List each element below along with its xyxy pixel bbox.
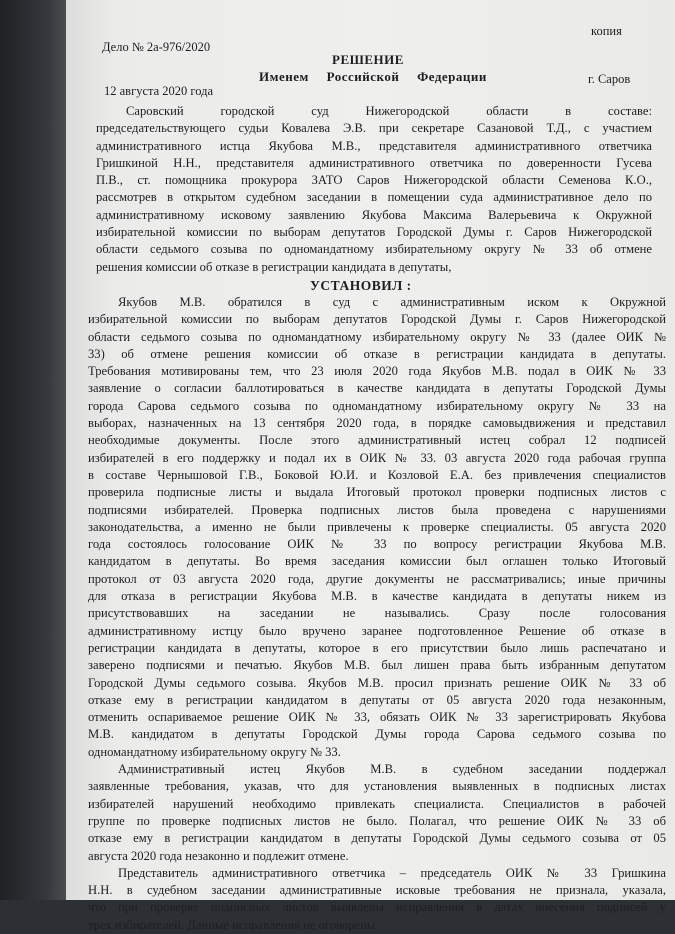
body-line: выборах, назначенных на 13 сентября 2020 года, в порядке самовыдвижения и представил [88, 416, 666, 431]
body-line: трех избирателей. Данные исправления не оговорены [88, 917, 376, 932]
intro-paragraph [96, 103, 652, 276]
body-line: что при проверке подписных листов выявлены исправления в датах внесения подписей у [88, 900, 666, 915]
intro-line: Гришкиной Н.Н., представителя административного ответчика по доверенности Гусева [96, 155, 652, 170]
body-line: одномандатному избирательному округу № 33. [88, 744, 341, 759]
intro-line: П.В., ст. помощника прокурора ЗАТО Саров Нижегородской области Семенова К.О., [96, 173, 652, 188]
body-line: заявленные требования, указав, что для установления выявленных в подписных листах [88, 779, 666, 794]
document-subtitle: Именем Российской Федерации [259, 69, 487, 84]
body-line: области седьмого созыва по одномандатному избирательному округу № 33 (далее ОИК № [88, 329, 666, 344]
body-line: необходимые документы. После этого административный истец собрал 12 подписей [88, 433, 666, 448]
document-page [66, 0, 675, 932]
case-number: Дело № 2а-976/2020 [102, 40, 211, 54]
body-line: административному истцу было вручено заранее подготовленное Решение об отказе в [88, 623, 666, 638]
intro-line: области седьмого созыва по одномандатному избирательному округу № 33 об отмене [96, 242, 652, 257]
body-line: избирательной комиссии по выборам депутатов Городской Думы г. Саров Нижегородской [88, 312, 666, 327]
intro-line: Саровский городской суд Нижегородской области в составе: [126, 104, 652, 118]
body-line: для отказа в регистрации Якубова М.В. в качестве кандидата в депутаты никем из [88, 589, 666, 604]
document-title: РЕШЕНИЕ [332, 52, 404, 67]
intro-line: председательствующего судьи Ковалева Э.В. при секретаре Сазановой Т.Д., с участием [96, 121, 652, 136]
body-line: М.В. кандидатом в депутаты Городской Думы города Сарова седьмого созыва по [88, 727, 666, 742]
body-line: группе по проверке подписных листов не было. Полагал, что решение ОИК № 33 об [88, 813, 666, 828]
intro-line: рассмотрев в открытом судебном заседании в помещении суда административное дело по [96, 190, 652, 205]
body-line: года состоялось голосование ОИК № 33 по вопросу регистрации Якубова М.В. [88, 537, 666, 552]
body-line: протокол от 03 августа 2020 года, другие документы не рассматривались; иные причины [88, 571, 666, 586]
body-line: кандидатом в депутаты. Во время заседания комиссии был оглашен только Итоговый [88, 554, 666, 569]
document-city: г. Саров [588, 72, 631, 86]
intro-line: решения комиссии об отказе в регистрации кандидата в депутаты, [96, 259, 452, 274]
body-line: отменить оспариваемое решение ОИК № 33, обязать ОИК № 33 зарегистрировать Якубова [88, 710, 666, 725]
intro-line: административного истца Якубова М.В., представителя административного ответчика [96, 138, 652, 153]
body-line: присутствовавших на заседании не назывались. Сразу после голосования [88, 606, 666, 621]
body-line: Представитель административного ответчика – председатель ОИК № 33 Гришкина [118, 865, 666, 880]
copy-mark: копия [591, 24, 622, 38]
body-line: проверила подписные листы и выдала Итоговый протокол проверки подписных листов с [88, 485, 666, 500]
body-line: в составе Чернышовой Г.В., Боковой Ю.И. и Козловой Е.А. без привлечения специалистов [88, 467, 666, 482]
body-line: заверено подписями и печатью. Якубов М.В. был лишен права быть избранным депутатом [88, 658, 666, 673]
body-line: избирателей нарушений необходимо привлекать специалиста. Специалистов в рабочей [88, 796, 666, 811]
body-line: Н.Н. в судебном заседании административные исковые требования не признала, указала, [88, 883, 666, 898]
body-line: избирателей в его поддержку и подал их в ОИК № 33. 03 августа 2020 года рабочая группа [88, 450, 666, 465]
body-line: законодательства, а именно не были привлечены к проверке специалисты. 05 августа 2020 [88, 519, 666, 534]
body-line: подписями избирателей. Проверка подписных листов была проведена с нарушениями [88, 502, 666, 517]
body-line: 33) об отмене решения комиссии об отказе в регистрации кандидата в депутаты. [88, 346, 666, 361]
intro-line: избирательной комиссии по выборам депутатов Городской Думы г. Саров Нижегородской [96, 225, 652, 240]
body-line: Требования мотивированы тем, что 23 июля 2020 года Якубов М.В. подал в ОИК № 33 [88, 364, 666, 379]
section-heading: УСТАНОВИЛ : [310, 278, 412, 293]
body-line: августа 2020 года незаконно и подлежит отмене. [88, 848, 349, 863]
body-line: Якубов М.В. обратился в суд с административным иском к Окружной [118, 295, 666, 309]
body-line: Городской Думы седьмого созыва. Якубов М.В. просил признать решение ОИК № 33 об [88, 675, 666, 690]
body-line: Административный истец Якубов М.В. в судебном заседании поддержал [118, 762, 666, 777]
body-line: регистрации кандидата в депутаты, которое в его присутствии было лишь распечатано и [88, 640, 666, 655]
intro-line: административному исковому заявлению Якубова Максима Валерьевича к Окружной [96, 207, 652, 222]
background-edge [0, 0, 66, 900]
body-text [88, 294, 666, 934]
body-line: отказе ему в регистрации кандидатом в депутаты Городской Думы седьмого созыва от 05 [88, 831, 666, 846]
body-line: города Сарова седьмого созыва по одномандатному избирательному округу № 33 на [88, 398, 666, 413]
body-line: отказе ему в регистрации кандидатом в депутаты от 05 августа 2020 года незаконным, [88, 692, 666, 707]
body-line: заявление о согласии баллотироваться в качестве кандидата в депутаты Городской Думы [88, 381, 666, 396]
document-date: 12 августа 2020 года [104, 84, 214, 98]
